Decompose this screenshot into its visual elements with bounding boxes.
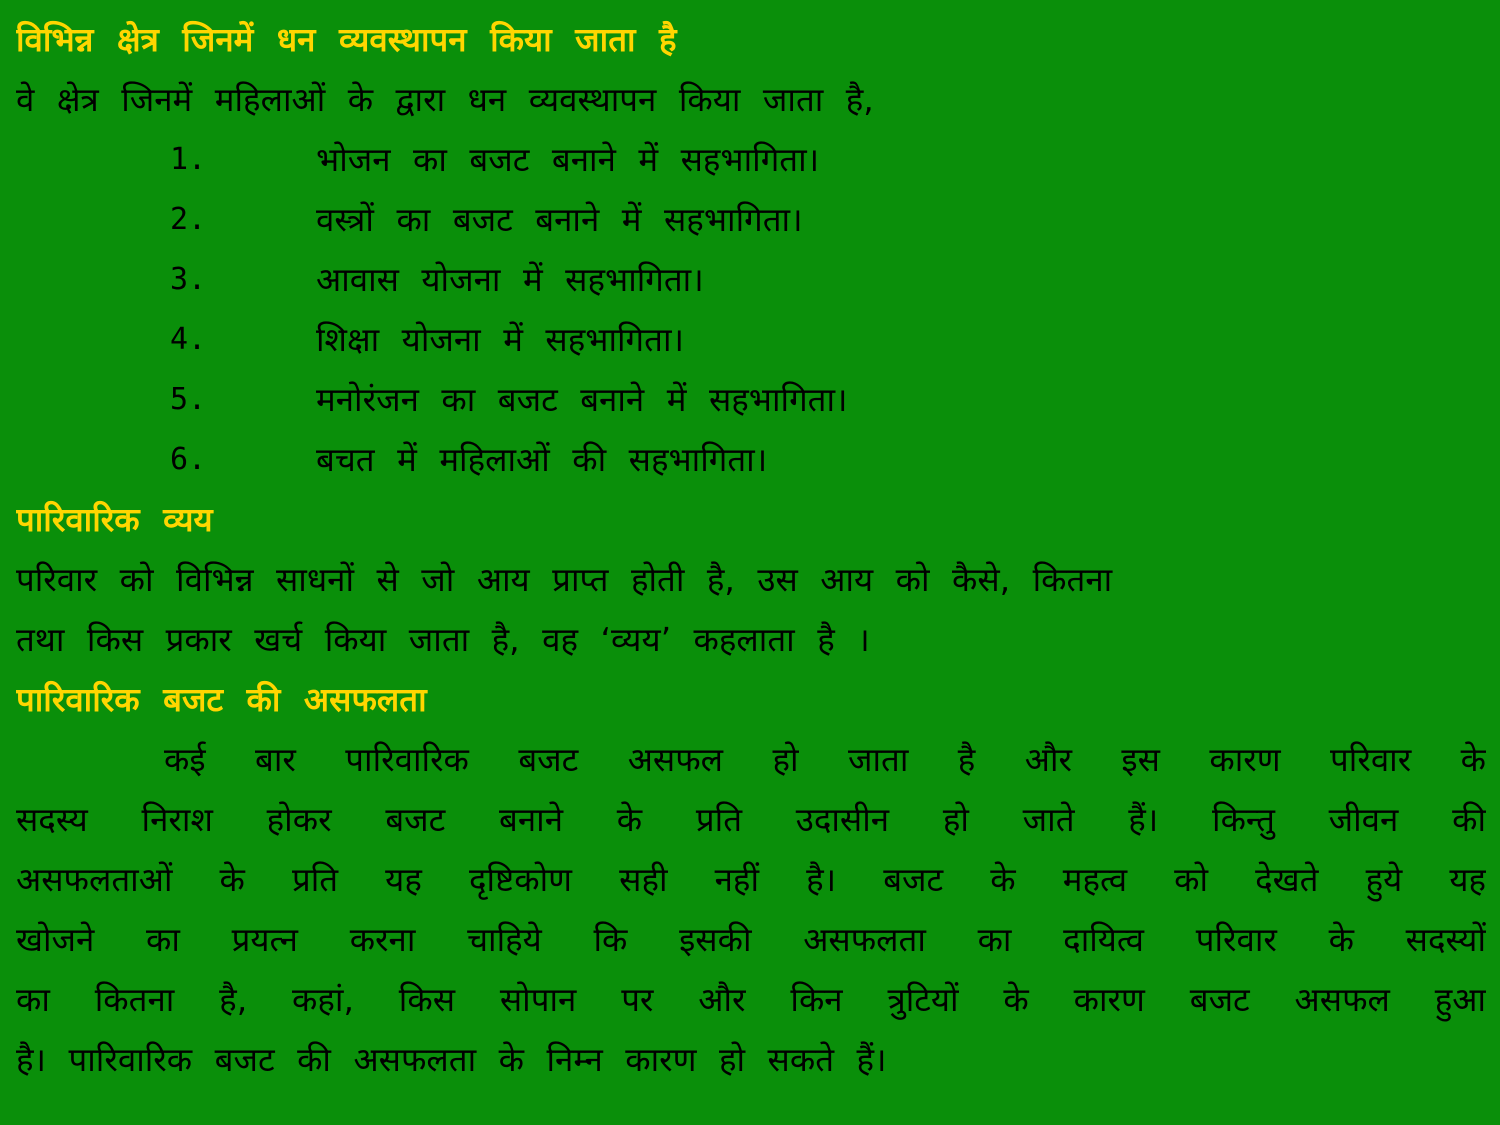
list-number: 1. [170, 142, 207, 177]
list-text: मनोरंजन का बजट बनाने में सहभागिता। [316, 380, 848, 419]
list-number: 5. [170, 382, 207, 417]
list-item [0, 430, 1500, 490]
list-item [0, 310, 1500, 370]
heading-money-management-areas: विभिन्न क्षेत्र जिनमें धन व्यवस्थापन किया जाता है [16, 20, 677, 59]
paragraph-line: का कितना है, कहां, किस सोपान पर और किन त्रुटियों के कारण बजट असफल हुआ [16, 980, 1486, 1019]
list-item [0, 190, 1500, 250]
list-number: 6. [170, 442, 207, 477]
paragraph-line: खोजने का प्रयत्न करना चाहिये कि इसकी असफलता का दायित्व परिवार के सदस्यों [16, 920, 1486, 959]
list-text: वस्त्रों का बजट बनाने में सहभागिता। [316, 200, 803, 239]
heading-family-expenditure: पारिवारिक व्यय [16, 500, 213, 539]
list-number: 2. [170, 202, 207, 237]
heading-budget-failure: पारिवारिक बजट की असफलता [16, 680, 427, 719]
paragraph-line: असफलताओं के प्रति यह दृष्टिकोण सही नहीं है। बजट के महत्व को देखते हुये यह [16, 860, 1486, 899]
list-item [0, 370, 1500, 430]
list-text: भोजन का बजट बनाने में सहभागिता। [316, 140, 820, 179]
paragraph-line: है। पारिवारिक बजट की असफलता के निम्न कारण हो सकते हैं। [16, 1040, 887, 1079]
list-number: 4. [170, 322, 207, 357]
paragraph-line: सदस्य निराश होकर बजट बनाने के प्रति उदासीन हो जाते हैं। किन्तु जीवन की [16, 800, 1486, 839]
list-text: शिक्षा योजना में सहभागिता। [316, 320, 685, 359]
list-item [0, 250, 1500, 310]
list-number: 3. [170, 262, 207, 297]
list-text: आवास योजना में सहभागिता। [316, 260, 704, 299]
paragraph-line: कई बार पारिवारिक बजट असफल हो जाता है और इस कारण परिवार के [164, 740, 1486, 779]
list-item [0, 130, 1500, 190]
list-text: बचत में महिलाओं की सहभागिता। [316, 440, 768, 479]
intro-text: वे क्षेत्र जिनमें महिलाओं के द्वारा धन व्यवस्थापन किया जाता है, [16, 80, 874, 119]
paragraph-line: तथा किस प्रकार खर्च किया जाता है, वह ‘व्यय’ कहलाता है । [16, 620, 870, 659]
paragraph-line: परिवार को विभिन्न साधनों से जो आय प्राप्त होती है, उस आय को कैसे, कितना [16, 560, 1113, 599]
